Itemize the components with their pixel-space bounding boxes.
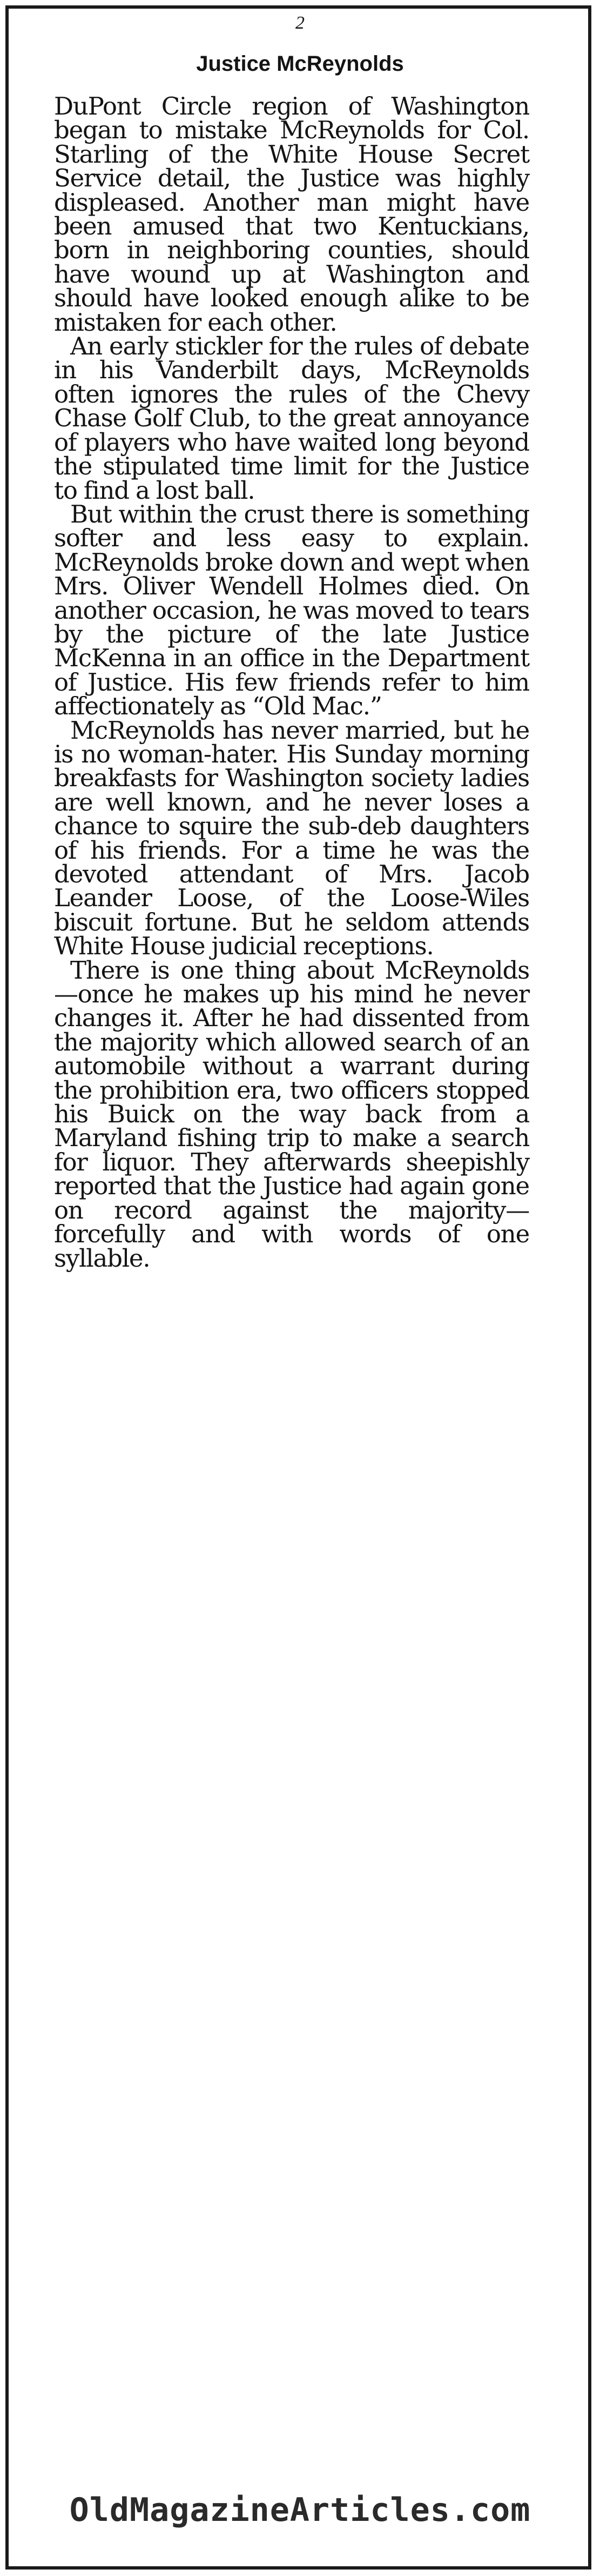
article-paragraph: DuPont Circle region of Washington began to mistake McReynolds for Col. Starling of the White House Secret Service detail, the Justice was highly displeased. Another man might have been amused that two Kentuckians, born in neighboring counties, should have wound up at Washington and should have looked enough alike to be mistaken for each other.: [54, 92, 529, 337]
article-paragraph: But within the crust there is something softer and less easy to explain. McReynolds broke down and wept when Mrs. Oliver Wendell Holmes died. On another occasion, he was moved to tears by the picture of the late Justice McKenna in an office in the Department of Justice. His few friends refer to him affectionately as “Old Mac.”: [54, 499, 529, 721]
running-head: Justice McReynolds: [196, 52, 404, 76]
article-body: [54, 92, 529, 1273]
page-number: 2: [295, 13, 305, 33]
article-paragraph: McReynolds has never married, but he is no woman-hater. His Sunday morning breakfasts for Washington society ladies are well known, and he never loses a chance to squire the sub-deb daughters of his friends. For a time he was the devoted attendant of Mrs. Jacob Leander Loose, of the Loose-Wiles biscuit fortune. But he seldom attends White House judicial receptions.: [54, 715, 529, 961]
site-watermark: OldMagazineArticles.com: [69, 2491, 531, 2529]
article-paragraph: There is one thing about McReynolds —once he makes up his mind he never changes it. After he had dissented from the majority which allowed search of an automobile without a warrant during the prohibition era, two officers stopped his Buick on the way back from a Maryland fishing trip to make a search for liquor. They afterwards sheepishly reported that the Justice had again gone on record against the majority—forcefully and with words of one syllable.: [54, 955, 529, 1273]
article-paragraph: An early stickler for the rules of debate in his Vanderbilt days, McReynolds often ignores the rules of the Chevy Chase Golf Club, to the great annoyance of players who have waited long beyond the stipulated time limit for the Justice to find a lost ball.: [54, 332, 529, 505]
